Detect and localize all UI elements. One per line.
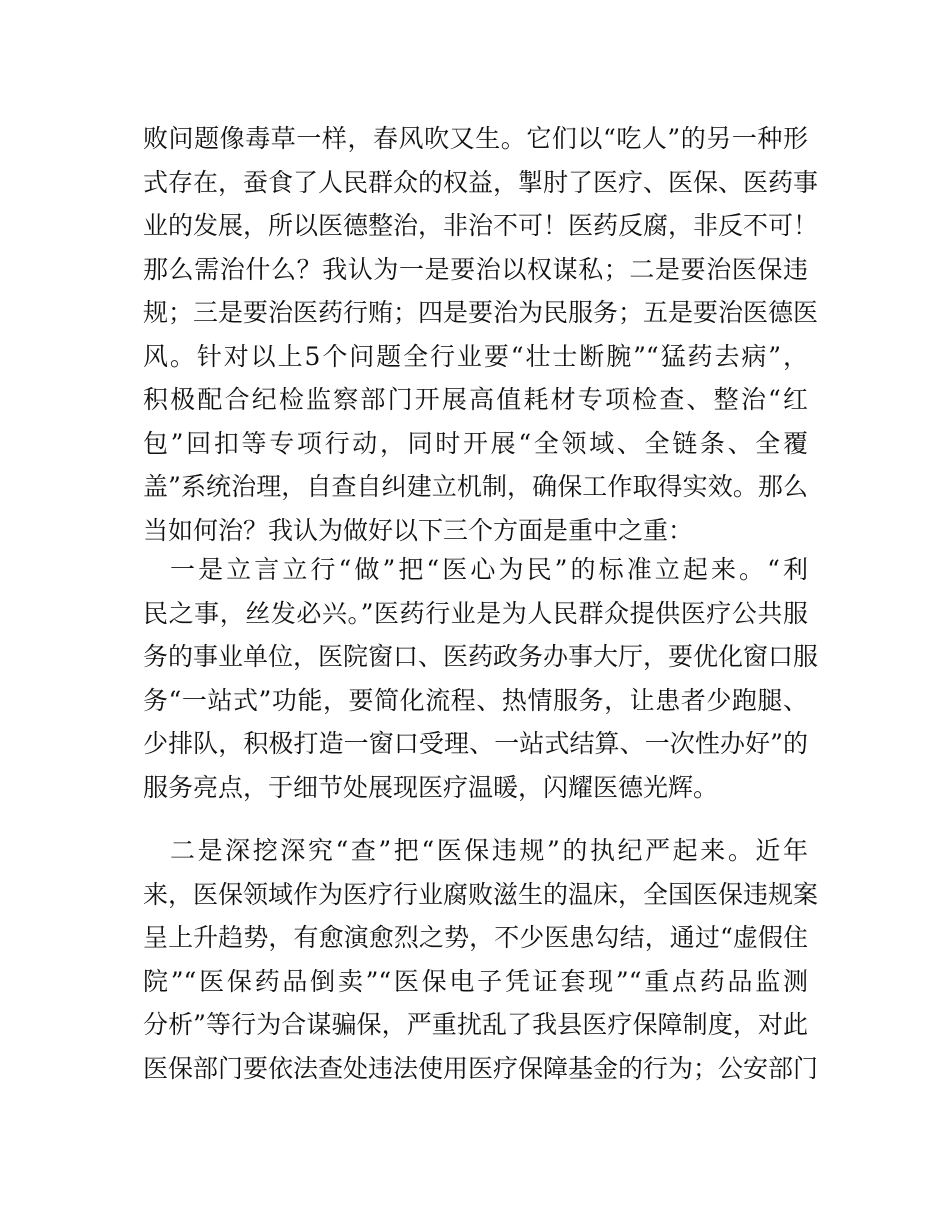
text-line: 务“一站式”功能，要简化流程、热情服务，让患者少跑腿、 bbox=[143, 685, 808, 715]
text-line: 盖”系统治理，自查自纠建立机制，确保工作取得实效。那么 bbox=[143, 472, 808, 501]
text-line: 呈上升趋势，有愈演愈烈之势，不少医患勾结，通过“虚假住 bbox=[143, 923, 808, 952]
text-line: 一是立言立行“做”把“医心为民”的标准立起来。“利 bbox=[170, 555, 808, 584]
text-line: 积极配合纪检监察部门开展高值耗材专项检查、整治“红 bbox=[143, 385, 808, 414]
text-line: 务的事业单位，医院窗口、医药政务办事大厅，要优化窗口服 bbox=[143, 642, 819, 671]
text-line: 式存在，蚕食了人民群众的权益，掣肘了医疗、医保、医药事 bbox=[143, 167, 819, 197]
text-line: 当如何治？我认为做好以下三个方面是重中之重： bbox=[143, 515, 694, 545]
text-line: 来，医保领域作为医疗行业腐败滋生的温床，全国医保违规案 bbox=[143, 879, 819, 909]
paragraph-2 bbox=[143, 548, 819, 809]
text-line: 那么需治什么？我认为一是要治以权谋私；二是要治医保违 bbox=[143, 254, 808, 284]
text-line: 规；三是要治医药行贿；四是要治为民服务；五是要治医德医 bbox=[143, 298, 819, 327]
text-line: 民之事，丝发必兴。”医药行业是为人民群众提供医疗公共服 bbox=[143, 598, 808, 628]
text-line: 包”回扣等专项行动，同时开展“全领域、全链条、全覆 bbox=[143, 428, 808, 458]
text-line: 医保部门要依法查处违法使用医疗保障基金的行为；公安部门 bbox=[143, 1053, 819, 1083]
text-line: 服务亮点，于细节处展现医疗温暖，闪耀医德光辉。 bbox=[143, 772, 719, 802]
text-line: 风。针对以上5个问题全行业要“壮士断腕”“猛药去病”， bbox=[143, 341, 808, 371]
text-line: 院”“医保药品倒卖”“医保电子凭证套现”“重点药品监测 bbox=[143, 966, 808, 996]
text-line: 败问题像毒草一样，春风吹又生。它们以“吃人”的另一种形 bbox=[143, 124, 808, 153]
paragraph-3 bbox=[143, 829, 819, 1090]
text-line: 分析”等行为合谋骗保，严重扰乱了我县医疗保障制度，对此 bbox=[143, 1010, 808, 1039]
text-line: 业的发展，所以医德整治，非治不可！医药反腐，非反不可！ bbox=[143, 211, 819, 240]
text-line: 二是深挖深究“查”把“医保违规”的执纪严起来。近年 bbox=[170, 836, 808, 865]
text-line: 少排队，积极打造一窗口受理、一站式结算、一次性办好”的 bbox=[143, 729, 808, 758]
paragraph-1 bbox=[143, 117, 819, 552]
